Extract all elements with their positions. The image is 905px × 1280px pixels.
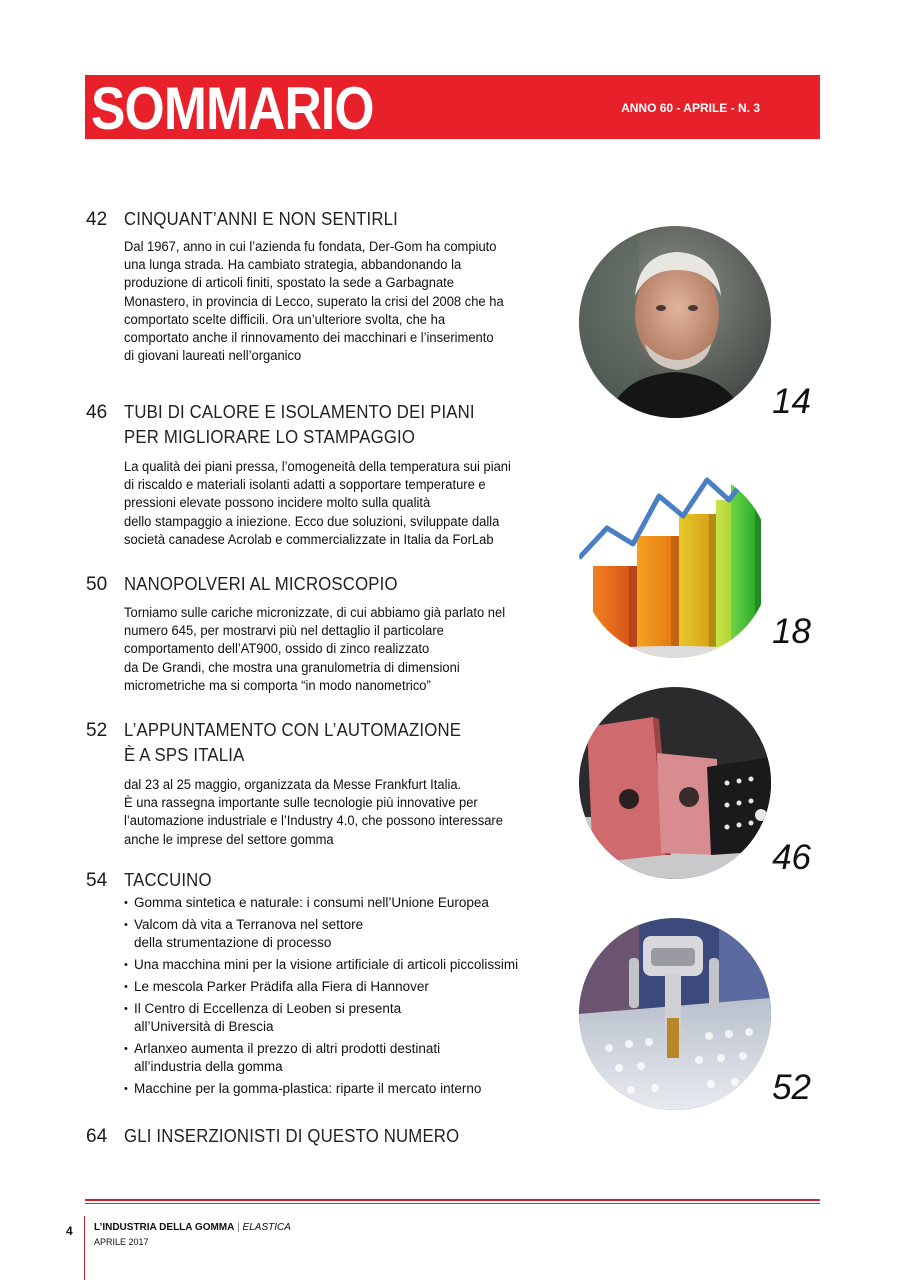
page-title: SOMMARIO — [91, 75, 374, 142]
insulation-plates-photo[interactable] — [579, 687, 771, 879]
header-banner — [85, 75, 820, 142]
taccuino-list — [124, 894, 564, 1102]
entry-title[interactable]: L’APPUNTAMENTO CON L’AUTOMAZIONE È A SPS ITALIA — [124, 720, 462, 765]
page-reference: 46 — [772, 838, 811, 877]
page-reference: 52 — [772, 1068, 811, 1107]
entry-page-number: 50 — [86, 574, 108, 595]
footer-rule — [84, 1216, 85, 1280]
page-reference: 18 — [772, 612, 811, 651]
list-item[interactable]: • Il Centro di Eccellenza di Leoben si presenta all’Università di Brescia — [124, 1000, 564, 1036]
list-item[interactable]: • Valcom dà vita a Terranova nel settore della strumentazione di processo — [124, 916, 564, 952]
entry-page-number: 52 — [86, 720, 108, 741]
entry-page-number: 64 — [86, 1126, 108, 1147]
entry-summary: dal 23 al 25 maggio, organizzata da Messe Frankfurt Italia. È una rassegna importante sulle tecnologie più innovative per l’automazione industriale e l’Industry 4.0, che possono interessare anche le imprese del settore gomma — [124, 777, 503, 847]
footer-divider — [85, 1199, 820, 1201]
publication-title: L’INDUSTRIA DELLA GOMMA — [94, 1222, 235, 1233]
issue-label: ANNO 60 - APRILE - N. 3 — [621, 101, 760, 115]
entry-title[interactable]: TUBI DI CALORE E ISOLAMENTO DEI PIANI PER MIGLIORARE LO STAMPAGGIO — [124, 402, 475, 447]
publication-subtitle: ELASTICA — [242, 1222, 291, 1233]
list-item[interactable]: • Le mescola Parker Prädifa alla Fiera di Hannover — [124, 978, 564, 996]
entry-title[interactable]: CINQUANT’ANNI E NON SENTIRLI — [124, 209, 399, 229]
entry-summary: Dal 1967, anno in cui l’azienda fu fondata, Der-Gom ha compiuto una lunga strada. Ha cambiato strategia, abbandonando la produzione di articoli finiti, spostato la sede a Garbagnate Monastero, in provincia di Lecco, superato la crisi del 2008 che ha comportato scelte difficili. Ora un’ulteriore svolta, che ha comportato anche il rinnovamento dei macchinari e l’inserimento di giovani laureati nell’organico — [124, 239, 504, 364]
bar-chart-illustration[interactable] — [579, 466, 771, 658]
list-item[interactable]: • Gomma sintetica e naturale: i consumi nell’Unione Europea — [124, 894, 564, 912]
entry-title[interactable]: TACCUINO — [124, 870, 212, 890]
list-item[interactable]: • Una macchina mini per la visione artificiale di articoli piccolissimi — [124, 956, 564, 974]
issue-date: APRILE 2017 — [94, 1237, 149, 1247]
portrait-photo[interactable] — [579, 226, 771, 418]
entry-page-number: 46 — [86, 402, 108, 423]
page-reference: 14 — [772, 382, 811, 421]
list-item[interactable]: • Macchine per la gomma-plastica: riparte il mercato interno — [124, 1080, 564, 1098]
publication-name — [94, 1222, 291, 1233]
entry-summary: La qualità dei piani pressa, l’omogeneità della temperatura sui piani di riscaldo e materiali isolanti adatti a sopportare temperature e pressioni elevate possono incidere molto sulla qualità dello stampaggio a iniezione. Ecco due soluzioni, sviluppate dalla società canadese Acrolab e commercializzate in Italia da ForLab — [124, 459, 511, 547]
entry-page-number: 42 — [86, 209, 108, 230]
automation-robot-photo[interactable] — [579, 918, 771, 1110]
entry-title[interactable]: NANOPOLVERI AL MICROSCOPIO — [124, 574, 398, 594]
publication-separator: | — [237, 1222, 240, 1233]
footer-divider — [85, 1203, 820, 1204]
list-item[interactable]: • Arlanxeo aumenta il prezzo di altri prodotti destinati all’industria della gomma — [124, 1040, 564, 1076]
entry-page-number: 54 — [86, 870, 108, 891]
entry-title[interactable]: GLI INSERZIONISTI DI QUESTO NUMERO — [124, 1126, 460, 1146]
entry-summary: Torniamo sulle cariche micronizzate, di cui abbiamo già parlato nel numero 645, per mostrarvi più nel dettaglio il particolare comportamento dell’AT900, ossido di zinco realizzato da De Grandi, che mostra una granulometria di dimensioni micrometriche ma si comporta “in modo nanometrico” — [124, 605, 506, 693]
page-number: 4 — [66, 1224, 73, 1238]
